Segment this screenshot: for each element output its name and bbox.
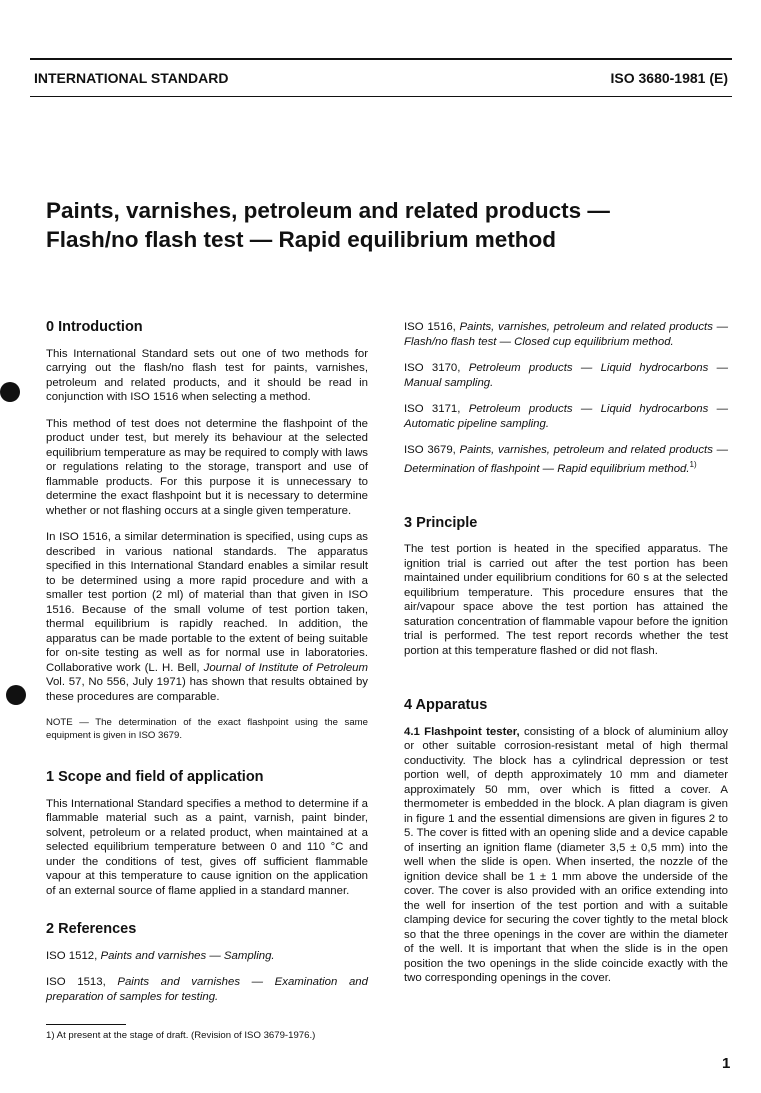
right-column	[404, 320, 728, 998]
section-heading-scope: 1 Scope and field of application	[46, 769, 264, 785]
reference-item	[46, 975, 368, 1004]
page-header	[30, 58, 732, 97]
apparatus-item-label: 4.1 Flashpoint tester,	[404, 725, 520, 738]
intro-paragraph: This International Standard sets out one of two methods for carrying out the flash/no flash test for paints, varnishes, petroleum and related products, and it should be read in conjunction with ISO 1516 when selecting a method.	[46, 347, 368, 403]
intro-paragraph	[46, 530, 368, 704]
footnote: 1) At present at the stage of draft. (Revision of ISO 3679-1976.)	[46, 1030, 316, 1041]
page-title	[46, 196, 726, 254]
title-line-1: Paints, varnishes, petroleum and related products —	[46, 198, 610, 223]
apparatus-text: consisting of a block of aluminium alloy or other suitable corrosion-resistant metal of high thermal conductivity. The block has a cylindrical depression or test portion well, of depth approximately 10 mm and diameter approximately 50 mm, over which is fitted a cover. A thermometer is embedded in the block. A plan diagram is given in figure 1 and the essential dimensions are given in figures 2 to 5. The cover is fitted with an opening slide and a device capable of inserting an ignition flame (diameter 3,5 ± 0,5 mm) into the well when the slide is open. When inserted, the nozzle of the ignition device shall be 1 ± 1 mm above the underside of the cover. The cover is also provided with an orifice extending into the well for insertion of the test portion and with a suitable clamping device for securing the cover tightly to the metal block so that the three openings in the cover are within the diameter of the well. It is important that when the slide is in the open position the two openings in the slide coincide exactly with the two corresponding openings in the cover.	[404, 725, 728, 985]
reference-number: ISO 1516,	[404, 321, 460, 333]
reference-item	[404, 402, 728, 431]
header-document-number: ISO 3680-1981 (E)	[610, 70, 728, 86]
reference-number: ISO 3679,	[404, 444, 460, 456]
principle-paragraph: The test portion is heated in the specified apparatus. The ignition trial is carried out after the test portion has been maintained under equilibrium conditions for 60 s at the selected equilibrium temperature. This procedure ensures that the air/vapour space above the test portion has attained the saturation concentration of flammable vapour before the ignition trial is performed. The test report records whether the test portion at this temperature flashed or did not flash.	[404, 543, 728, 657]
reference-item	[404, 361, 728, 390]
intro-journal-title: Journal of Institute of Petroleum	[203, 661, 368, 674]
title-line-2: Flash/no flash test — Rapid equilibrium method	[46, 227, 557, 252]
reference-number: ISO 3171,	[404, 403, 469, 415]
section-heading-apparatus: 4 Apparatus	[404, 697, 488, 714]
reference-title: Paints, varnishes, petroleum and related products — Flash/no flash test — Closed cup equilibrium method.	[404, 321, 728, 348]
footnote-marker: 1)	[689, 459, 697, 469]
apparatus-paragraph	[404, 725, 728, 986]
reference-item	[404, 443, 728, 476]
page-number: 1	[722, 1055, 731, 1072]
section-heading-principle: 3 Principle	[404, 514, 478, 531]
reference-title: Paints, varnishes, petroleum and related products — Determination of flashpoint — Rapid equilibrium method.	[404, 444, 728, 475]
reference-number: ISO 3170,	[404, 362, 469, 374]
intro-note: NOTE — The determination of the exact flashpoint using the same equipment is given in ISO 3679.	[46, 717, 368, 741]
intro-text: In ISO 1516, a similar determination is specified, using cups as described in various national standards. The apparatus specified in this International Standard enables a similar result to be determined using a more rapid procedure and with a smaller test portion (2 ml) of material than that given in ISO 1516. Because of the small volume of test portion taken, thermal equilibrium is rapidly reached. In addition, the apparatus can be made portable to the extent of being suitable for on-site testing as well as for normal use in laboratories. Collaborative work (L. H. Bell,	[46, 531, 368, 674]
footnote-divider	[46, 1024, 126, 1025]
scope-paragraph: This International Standard specifies a method to determine if a flammable material such as a paint, varnish, paint binder, solvent, petroleum or a related product, when maintained at a selected equilibrium temperature between 0 and 110 °C and under the conditions of test, gives off sufficient flammable vapour at this temperature to cause ignition on the application of an external source of flame applied in a standard manner.	[46, 797, 368, 897]
reference-title: Paints and varnishes — Sampling.	[100, 949, 275, 962]
section-heading-references: 2 References	[46, 921, 137, 937]
intro-paragraph: This method of test does not determine the flashpoint of the product under test, but merely its behaviour at the selected equilibrium temperature as may be required to comply with laws or regulations relating to the storage, transport and use of flammable products. For this purpose it is unnecessary to determine the exact flashpoint but it is necessary to determine whether or not flashing occurs at a single given temperature.	[46, 417, 368, 517]
reference-title: Petroleum products — Liquid hydrocarbons — Manual sampling.	[404, 362, 728, 389]
reference-number: ISO 1512,	[46, 949, 101, 962]
reference-title: Petroleum products — Liquid hydrocarbons — Automatic pipeline sampling.	[404, 403, 728, 430]
intro-text: Vol. 57, No 556, July 1971) has shown that results obtained by these procedures are comparable.	[46, 676, 368, 703]
reference-title: Paints and varnishes — Examination and preparation of samples for testing.	[46, 976, 368, 1003]
reference-item	[46, 949, 368, 964]
section-heading-introduction: 0 Introduction	[46, 319, 143, 335]
header-standard-label: INTERNATIONAL STANDARD	[34, 70, 229, 86]
punch-hole-icon	[6, 685, 26, 705]
left-column	[46, 320, 368, 1016]
reference-number: ISO 1513,	[46, 976, 118, 988]
reference-item	[404, 320, 728, 349]
punch-hole-icon	[0, 382, 20, 402]
